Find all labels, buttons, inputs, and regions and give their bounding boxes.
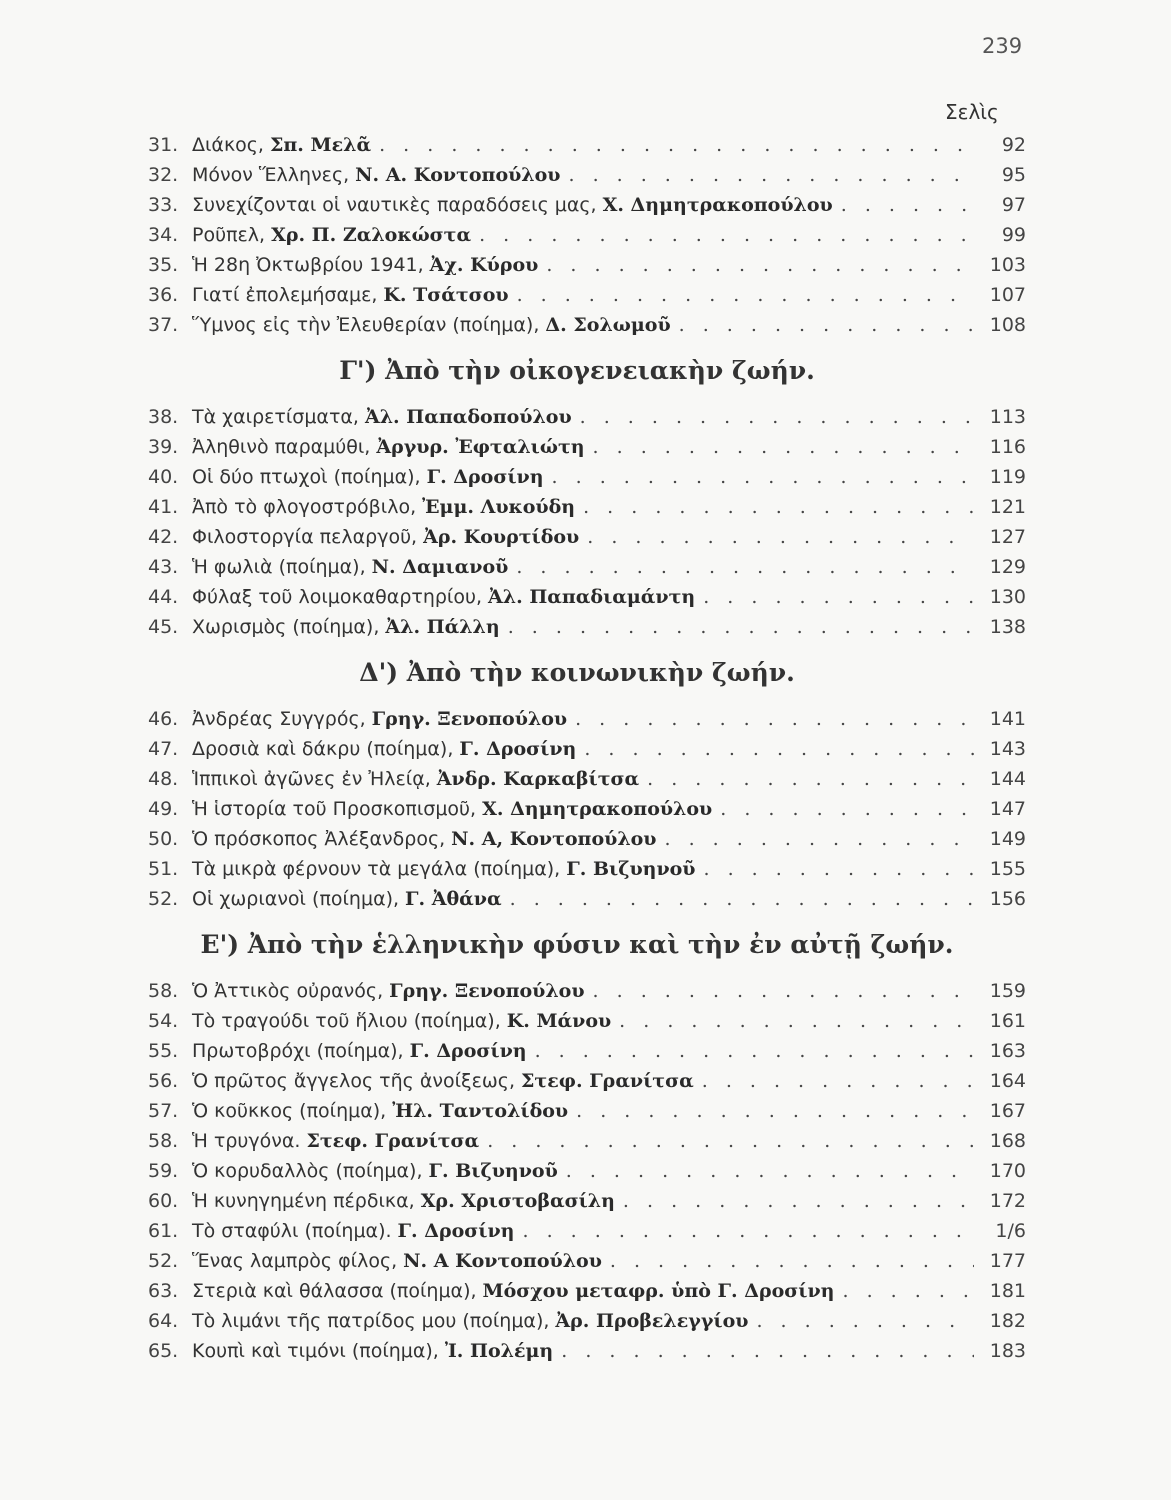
entry-page: 97: [1001, 194, 1026, 216]
toc-group-family-life: [148, 402, 1026, 642]
entry-number: 52.: [148, 1250, 179, 1272]
toc-entry: [148, 1216, 1026, 1246]
toc-entry: [148, 160, 1026, 190]
entry-number: 38.: [148, 406, 179, 428]
section-heading-social-life: Δ') Ἀπὸ τὴν κοινωνικὴν ζωήν.: [359, 658, 795, 687]
dot-leader: [510, 884, 974, 914]
entry-number: 35.: [148, 254, 179, 276]
entry-author: Γρηγ. Ξενοπούλου: [371, 708, 568, 730]
entry-page: 113: [989, 406, 1026, 428]
entry-title: Ἡ φωλιὰ (ποίημα),: [192, 556, 366, 578]
section-heading-family-life: Γ') Ἀπὸ τὴν οἰκογενειακὴν ζωήν.: [339, 356, 815, 385]
entry-page: 119: [989, 466, 1026, 488]
entry-title: Ἡ 28η Ὀκτωβρίου 1941,: [192, 254, 424, 276]
entry-number: 59.: [148, 1160, 179, 1182]
entry-number: 65.: [148, 1340, 179, 1362]
dot-leader: [593, 432, 974, 462]
entry-page: 168: [989, 1130, 1026, 1152]
entry-title: Ἕνας λαμπρὸς φίλος,: [192, 1250, 398, 1272]
toc-entry: [148, 280, 1026, 310]
dot-leader: [583, 492, 974, 522]
page-number: 239: [982, 34, 1023, 58]
pages-column-label: Σελὶς: [945, 100, 999, 124]
entry-page: 156: [989, 888, 1026, 910]
toc-entry: [148, 250, 1026, 280]
dot-leader: [619, 1006, 974, 1036]
entry-page: 147: [989, 798, 1026, 820]
entry-title: Ὁ κοῦκκος (ποίημα),: [192, 1100, 387, 1122]
entry-number: 44.: [148, 586, 179, 608]
dot-leader: [665, 824, 975, 854]
dot-leader: [702, 1066, 974, 1096]
entry-author: Ἠλ. Ταντολίδου: [392, 1100, 569, 1122]
toc-entry: [148, 402, 1026, 432]
entry-number: 58.: [148, 980, 179, 1002]
dot-leader: [584, 734, 974, 764]
toc-entry: [148, 462, 1026, 492]
entry-number: 61.: [148, 1220, 179, 1242]
entry-title: Μόνον Ἕλληνες,: [192, 164, 350, 186]
dot-leader: [575, 704, 974, 734]
entry-number: 34.: [148, 224, 179, 246]
toc-entry: [148, 1096, 1026, 1126]
entry-author: Χρ. Π. Ζαλοκώστα: [271, 224, 472, 246]
dot-leader: [610, 1246, 974, 1276]
entry-author: Ν. Δαμιανοῦ: [371, 556, 509, 578]
dot-leader: [841, 190, 974, 220]
toc-entry: [148, 764, 1026, 794]
entry-title: Διάκος,: [192, 134, 264, 156]
entry-title: Δροσιὰ καὶ δάκρυ (ποίημα),: [192, 738, 454, 760]
entry-page: 182: [989, 1310, 1026, 1332]
entry-page: 181: [989, 1280, 1026, 1302]
toc-entry: [148, 130, 1026, 160]
dot-leader: [623, 1186, 974, 1216]
entry-title: Ὁ κορυδαλλὸς (ποίημα),: [192, 1160, 423, 1182]
entry-page: 161: [989, 1010, 1026, 1032]
entry-title: Φιλοστοργία πελαργοῦ,: [192, 526, 418, 548]
entry-author: Ἀλ. Παπαδιαμάντη: [488, 586, 696, 608]
entry-author: Ν. Α. Κοντοπούλου: [355, 164, 561, 186]
entry-title: Ἡ ἱστορία τοῦ Προσκοπισμοῦ,: [192, 798, 477, 820]
entry-title: Ἀληθινὸ παραμύθι,: [192, 436, 371, 458]
dot-leader: [561, 1336, 974, 1366]
entry-page: 172: [989, 1190, 1026, 1212]
entry-number: 40.: [148, 466, 179, 488]
entry-author: Ἀλ. Παπαδοπούλου: [364, 406, 572, 428]
toc-entry: [148, 794, 1026, 824]
entry-title: Ροῦπελ,: [192, 224, 266, 246]
entry-title: Χωρισμὸς (ποίημα),: [192, 616, 380, 638]
entry-page: 103: [989, 254, 1026, 276]
entry-author: Ἰ. Πολέμη: [444, 1340, 554, 1362]
entry-title: Φύλαξ τοῦ λοιμοκαθαρτηρίου,: [192, 586, 483, 608]
entry-author: Ἀλ. Πάλλη: [385, 616, 500, 638]
entry-number: 31.: [148, 134, 179, 156]
entry-author: Γ. Ἀθάνα: [405, 888, 502, 910]
entry-author: Χ. Δημητρακοπούλου: [602, 194, 833, 216]
entry-author: Ἀρ. Κουρτίδου: [423, 526, 580, 548]
entry-page: 144: [989, 768, 1026, 790]
toc-entry: [148, 704, 1026, 734]
toc-entry: [148, 310, 1026, 340]
entry-title: Τὰ μικρὰ φέρνουν τὰ μεγάλα (ποίημα),: [192, 858, 561, 880]
toc-entry: [148, 1126, 1026, 1156]
toc-entry: [148, 824, 1026, 854]
dot-leader: [523, 1216, 975, 1246]
entry-page: 108: [989, 314, 1026, 336]
entry-number: 56.: [148, 1070, 179, 1092]
toc-entry: [148, 1066, 1026, 1096]
entry-page: 141: [989, 708, 1026, 730]
entry-title: Πρωτοβρόχι (ποίημα),: [192, 1040, 404, 1062]
entry-author: Χ. Δημητρακοπούλου: [482, 798, 713, 820]
entry-page: 163: [989, 1040, 1026, 1062]
entry-number: 43.: [148, 556, 179, 578]
entry-page: 167: [989, 1100, 1026, 1122]
entry-author: Στεφ. Γρανίτσα: [521, 1070, 694, 1092]
entry-number: 47.: [148, 738, 179, 760]
toc-entry: [148, 492, 1026, 522]
entry-title: Ὕμνος εἰς τὴν Ἐλευθερίαν (ποίημα),: [192, 314, 540, 336]
entry-title: Συνεχίζονται οἱ ναυτικὲς παραδόσεις μας,: [192, 194, 597, 216]
entry-title: Τὰ χαιρετίσματα,: [192, 406, 359, 428]
entry-number: 63.: [148, 1280, 179, 1302]
entry-title: Ὁ πρῶτος ἄγγελος τῆς ἀνοίξεως,: [192, 1070, 515, 1092]
entry-author: Γ. Βιζυηνοῦ: [428, 1160, 558, 1182]
dot-leader: [587, 522, 974, 552]
entry-author: Γ. Δροσίνη: [426, 466, 544, 488]
toc-entry: [148, 432, 1026, 462]
entry-number: 55.: [148, 1040, 179, 1062]
entry-page: 107: [989, 284, 1026, 306]
toc-entry: [148, 1336, 1026, 1366]
entry-page: 183: [989, 1340, 1026, 1362]
dot-leader: [703, 854, 974, 884]
entry-page: 95: [1001, 164, 1026, 186]
dot-leader: [679, 310, 974, 340]
dot-leader: [568, 160, 974, 190]
dot-leader: [703, 582, 974, 612]
entry-page: 121: [989, 496, 1026, 518]
entry-title: Οἱ χωριανοὶ (ποίημα),: [192, 888, 400, 910]
toc-entry: [148, 522, 1026, 552]
toc-entry: [148, 734, 1026, 764]
toc-entry: [148, 1006, 1026, 1036]
toc-entry: [148, 1306, 1026, 1336]
dot-leader: [508, 612, 974, 642]
dot-leader: [552, 462, 974, 492]
dot-leader: [535, 1036, 974, 1066]
entry-author: Γ. Δροσίνη: [459, 738, 577, 760]
toc-entry: [148, 1276, 1026, 1306]
entry-author: Ν. Α Κοντοπούλου: [403, 1250, 602, 1272]
toc-entry: [148, 1156, 1026, 1186]
entry-number: 45.: [148, 616, 179, 638]
dot-leader: [479, 220, 974, 250]
dot-leader: [566, 1156, 974, 1186]
toc-entry: [148, 220, 1026, 250]
entry-number: 64.: [148, 1310, 179, 1332]
toc-group-greek-nature: [148, 976, 1026, 1366]
toc-entry: [148, 884, 1026, 914]
toc-group-social-life: [148, 704, 1026, 914]
entry-author: Ἐμμ. Λυκούδη: [422, 496, 576, 518]
dot-leader: [756, 1306, 974, 1336]
entry-title: Κουπὶ καὶ τιμόνι (ποίημα),: [192, 1340, 439, 1362]
entry-author: Γ. Δροσίνη: [397, 1220, 515, 1242]
entry-page: 130: [989, 586, 1026, 608]
toc-entry: [148, 1036, 1026, 1066]
entry-title: Ὁ Ἀττικὸς οὐρανός,: [192, 980, 384, 1002]
entry-page: 1/6: [995, 1220, 1026, 1242]
entry-title: Γιατί ἐπολεμήσαμε,: [192, 284, 378, 306]
entry-number: 37.: [148, 314, 179, 336]
entry-author: Γ. Δροσίνη: [409, 1040, 527, 1062]
entry-page: 138: [989, 616, 1026, 638]
toc-entry: [148, 854, 1026, 884]
entry-author: Ἀρ. Προβελεγγίου: [555, 1310, 749, 1332]
dot-leader: [576, 1096, 974, 1126]
dot-leader: [546, 250, 974, 280]
dot-leader: [580, 402, 974, 432]
entry-number: 54.: [148, 1010, 179, 1032]
entry-author: Γρηγ. Ξενοπούλου: [389, 980, 585, 1002]
entry-page: 127: [989, 526, 1026, 548]
entry-title: Ἀπὸ τὸ φλογοστρόβιλο,: [192, 496, 417, 518]
toc-entry: [148, 976, 1026, 1006]
entry-title: Ἀνδρέας Συγγρός,: [192, 708, 366, 730]
entry-number: 39.: [148, 436, 179, 458]
entry-author: Κ. Μάνου: [506, 1010, 612, 1032]
entry-author: Σπ. Μελᾶ: [269, 134, 372, 156]
entry-title: Ἡ κυνηγημένη πέρδικα,: [192, 1190, 415, 1212]
entry-page: 99: [1001, 224, 1026, 246]
entry-page: 129: [989, 556, 1026, 578]
entry-page: 164: [989, 1070, 1026, 1092]
entry-author: Ἀχ. Κύρου: [429, 254, 539, 276]
dot-leader: [517, 280, 974, 310]
entry-number: 48.: [148, 768, 179, 790]
dot-leader: [720, 794, 974, 824]
entry-page: 155: [989, 858, 1026, 880]
entry-author: Δ. Σολωμοῦ: [545, 314, 671, 336]
entry-page: 177: [989, 1250, 1026, 1272]
entry-number: 50.: [148, 828, 179, 850]
toc-entry: [148, 1246, 1026, 1276]
entry-number: 36.: [148, 284, 179, 306]
section-heading-greek-nature: Ε') Ἀπὸ τὴν ἑλληνικὴν φύσιν καὶ τὴν ἐν αὐτῇ ζωήν.: [200, 930, 954, 959]
entry-page: 116: [989, 436, 1026, 458]
entry-page: 143: [989, 738, 1026, 760]
entry-title: Ἱππικοὶ ἀγῶνες ἐν Ἠλείᾳ,: [192, 768, 431, 790]
entry-number: 52.: [148, 888, 179, 910]
entry-author: Ν. Α, Κοντοπούλου: [451, 828, 657, 850]
dot-leader: [379, 130, 974, 160]
entry-author: Γ. Βιζυηνοῦ: [566, 858, 696, 880]
entry-author: Στεφ. Γρανίτσα: [306, 1130, 480, 1152]
toc-entry: [148, 582, 1026, 612]
toc-group-a: [148, 130, 1026, 340]
toc-entry: [148, 1186, 1026, 1216]
entry-number: 41.: [148, 496, 179, 518]
entry-page: 159: [989, 980, 1026, 1002]
entry-number: 58.: [148, 1130, 179, 1152]
entry-page: 170: [989, 1160, 1026, 1182]
toc-entry: [148, 552, 1026, 582]
entry-page: 92: [1001, 134, 1026, 156]
entry-number: 51.: [148, 858, 179, 880]
toc-entry: [148, 612, 1026, 642]
dot-leader: [487, 1126, 974, 1156]
toc-entry: [148, 190, 1026, 220]
entry-author: Ἀνδρ. Καρκαβίτσα: [436, 768, 640, 790]
entry-title: Στεριὰ καὶ θάλασσα (ποίημα),: [192, 1280, 477, 1302]
entry-author: Κ. Τσάτσου: [383, 284, 509, 306]
entry-title: Οἱ δύο πτωχοὶ (ποίημα),: [192, 466, 421, 488]
entry-number: 57.: [148, 1100, 179, 1122]
entry-title: Τὸ λιμάνι τῆς πατρίδος μου (ποίημα),: [192, 1310, 550, 1332]
entry-number: 33.: [148, 194, 179, 216]
entry-author: Μόσχου μεταφρ. ὑπὸ Γ. Δροσίνη: [482, 1280, 835, 1302]
entry-number: 42.: [148, 526, 179, 548]
entry-title: Ὁ πρόσκοπος Ἀλέξανδρος,: [192, 828, 446, 850]
entry-title: Τὸ τραγούδι τοῦ ἥλιου (ποίημα),: [192, 1010, 501, 1032]
entry-number: 32.: [148, 164, 179, 186]
table-of-contents: [148, 130, 1026, 1366]
entry-number: 49.: [148, 798, 179, 820]
dot-leader: [593, 976, 974, 1006]
entry-number: 60.: [148, 1190, 179, 1212]
dot-leader: [647, 764, 974, 794]
entry-title: Τὸ σταφύλι (ποίημα).: [192, 1220, 392, 1242]
entry-number: 46.: [148, 708, 179, 730]
entry-title: Ἡ τρυγόνα.: [192, 1130, 301, 1152]
dot-leader: [516, 552, 974, 582]
entry-author: Ἀργυρ. Ἐφταλιώτη: [376, 436, 585, 458]
entry-page: 149: [989, 828, 1026, 850]
dot-leader: [843, 1276, 975, 1306]
entry-author: Χρ. Χριστοβασίλη: [420, 1190, 615, 1212]
